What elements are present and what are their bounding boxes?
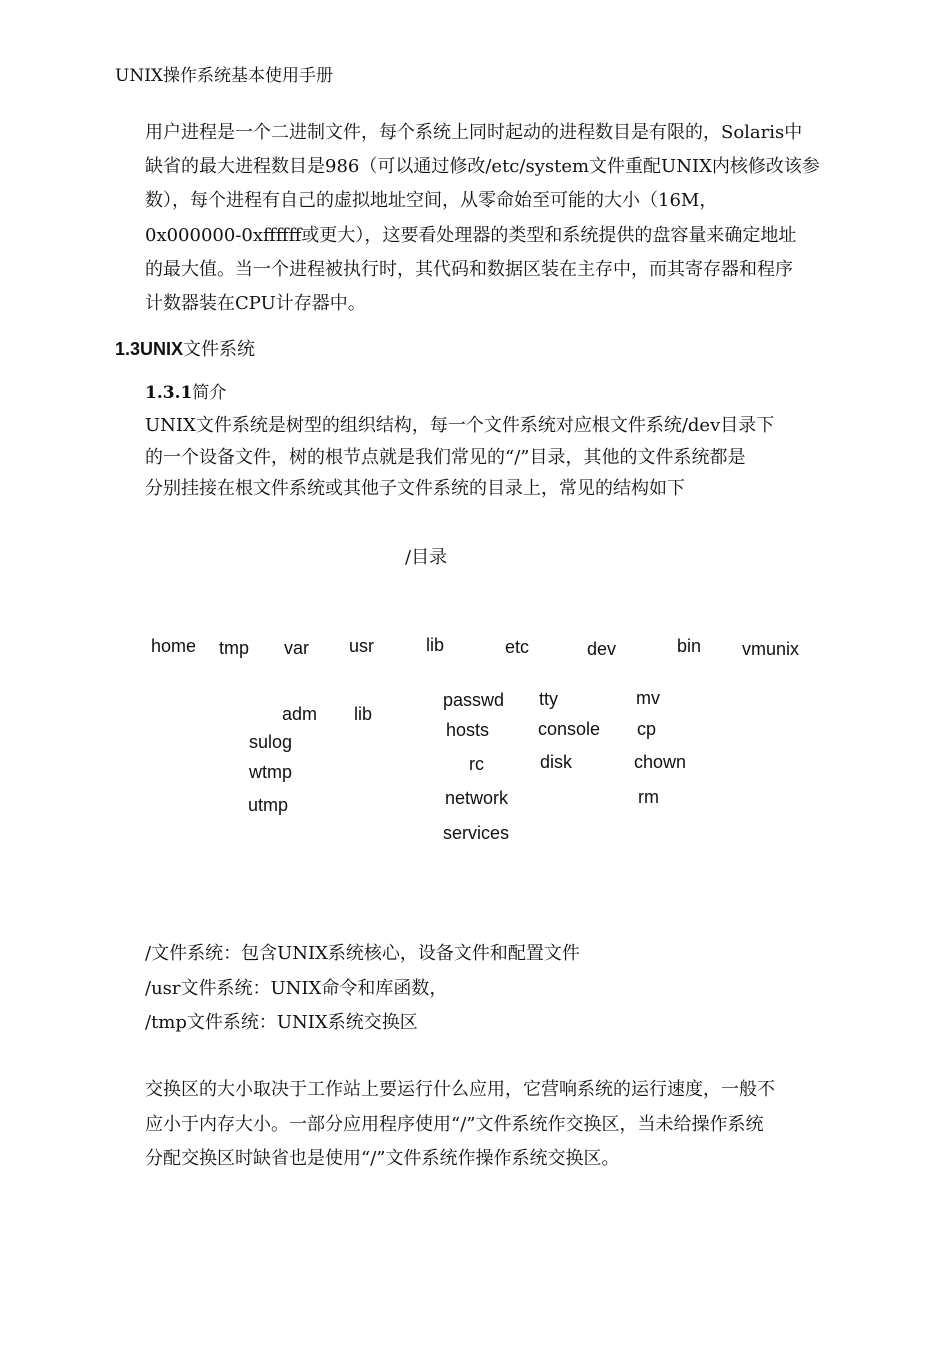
tree-item-passwd: passwd xyxy=(443,690,505,710)
tree-item-disk: disk xyxy=(540,752,573,772)
tree-item-network: network xyxy=(445,788,509,808)
paragraph-line: 的一个设备文件，树的根节点就是我们常见的“/”目录，其他的文件系统都是 xyxy=(145,446,746,468)
tree-item-rm: rm xyxy=(638,787,659,807)
swap-paragraph xyxy=(145,1073,845,1177)
paragraph-line: 交换区的大小取决于工作站上要运行什么应用，它营响系统的运行速度，一般不 xyxy=(145,1079,775,1100)
filesystem-notes xyxy=(145,937,580,1041)
tree-item-wtmp: wtmp xyxy=(249,762,293,782)
tree-dir-home: home xyxy=(151,636,197,656)
subsection-title: 简介 xyxy=(192,383,227,403)
tree-item-console: console xyxy=(538,719,601,739)
tree-item-hosts: hosts xyxy=(446,720,490,740)
tree-item-utmp: utmp xyxy=(248,795,289,815)
tree-item-rc: rc xyxy=(469,754,484,774)
tree-item-usr-lib: lib xyxy=(354,704,373,724)
paragraph-line: UNIX文件系统是树型的组织结构，每一个文件系统对应根文件系统/dev目录下 xyxy=(145,415,775,436)
tree-item-adm: adm xyxy=(282,704,318,724)
section-title: 文件系统 xyxy=(183,339,256,360)
tree-dir-lib: lib xyxy=(426,635,445,655)
tree-dir-vmunix: vmunix xyxy=(742,639,800,659)
subsection-heading xyxy=(145,378,226,403)
paragraph-line: 分别挂接在根文件系统或其他子文件系统的目录上，常见的结构如下 xyxy=(145,478,685,499)
section-heading xyxy=(115,335,255,361)
tree-item-sulog: sulog xyxy=(249,732,293,752)
tree-root: /目录 xyxy=(405,547,448,568)
section-number: 1.3UNIX xyxy=(115,339,184,359)
paragraph-line: 用户进程是一个二进制文件，每个系统上同时起动的进程数目是有限的，Solaris中 xyxy=(145,122,803,143)
subsection-number: 1.3.1 xyxy=(145,383,193,403)
tree-dir-dev: dev xyxy=(587,639,617,659)
tree-item-mv: mv xyxy=(636,688,660,708)
tree-item-services: services xyxy=(443,823,510,843)
paragraph-line: 应小于内存大小。一部分应用程序使用“/”文件系统作交换区，当未给操作系统 xyxy=(145,1113,764,1135)
tree-item-cp: cp xyxy=(637,719,657,739)
tree-item-chown: chown xyxy=(634,752,687,772)
note-line: /usr文件系统：UNIX命令和库函数， xyxy=(145,977,448,999)
tree-dir-var: var xyxy=(284,638,310,658)
note-line: /文件系统：包含UNIX系统核心，设备文件和配置文件 xyxy=(145,943,580,964)
paragraph-line: 缺省的最大进程数目是986（可以通过修改/etc/system文件重配UNIX内核修改该参 xyxy=(145,156,820,178)
tree-dir-bin: bin xyxy=(677,636,702,656)
note-line: /tmp文件系统：UNIX系统交换区 xyxy=(145,1012,418,1033)
fs-intro-paragraph xyxy=(145,410,845,505)
paragraph-line: 分配交换区时缺省也是使用“/”文件系统作操作系统交换区。 xyxy=(145,1148,620,1169)
tree-dir-tmp: tmp xyxy=(219,638,250,658)
page-header: UNIX操作系统基本使用手册 xyxy=(115,66,334,86)
paragraph-line: 计数器装在CPU计存器中。 xyxy=(145,293,366,315)
tree-dir-etc: etc xyxy=(505,637,530,657)
tree-item-tty: tty xyxy=(539,689,559,709)
tree-dir-usr: usr xyxy=(349,636,375,656)
paragraph-line: 数），每个进程有自己的虚拟地址空间，从零命始至可能的大小（16M， xyxy=(145,190,718,212)
paragraph-line: 0x000000-0xffffff或更大），这要看处理器的类型和系统提供的盘容量来确定地址 xyxy=(145,224,797,246)
paragraph-line: 的最大值。当一个进程被执行时，其代码和数据区装在主存中，而其寄存器和程序 xyxy=(145,258,793,280)
process-paragraph xyxy=(145,116,845,321)
